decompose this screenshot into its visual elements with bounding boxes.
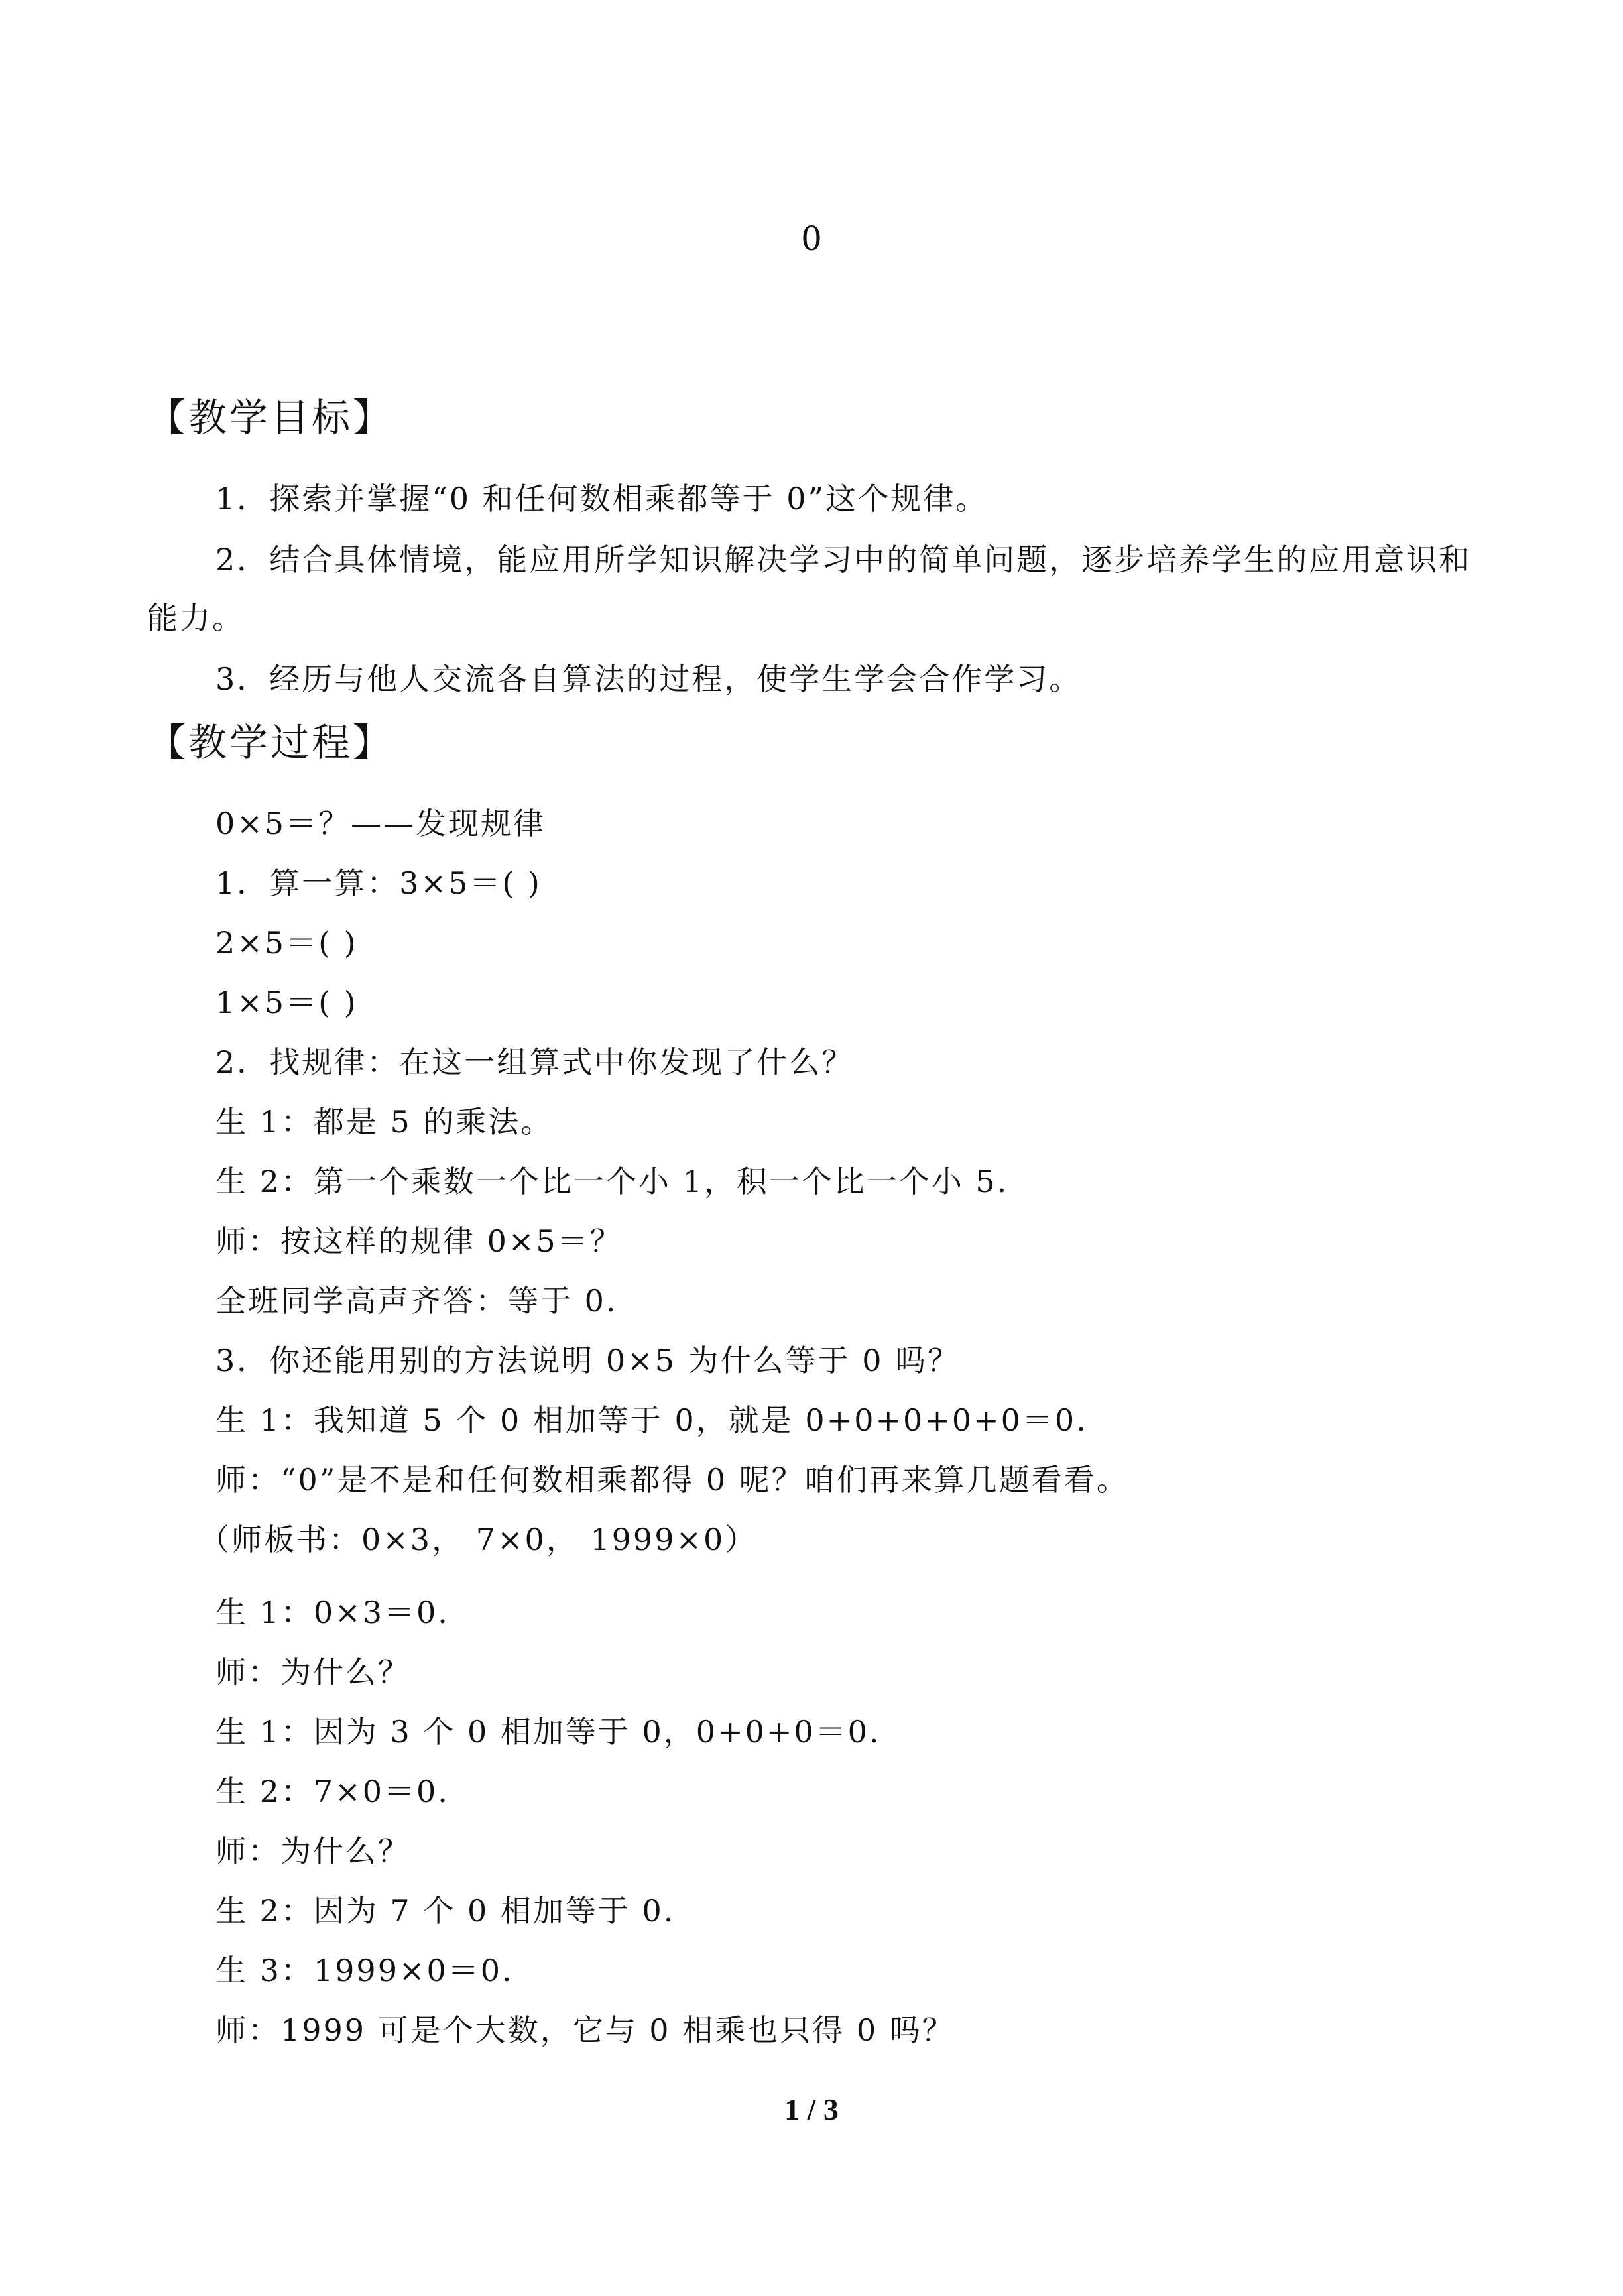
process-line: 1×5＝( ) [215,985,358,1020]
process-line: 2．找规律：在这一组算式中你发现了什么？ [215,1044,855,1080]
process-heading: 【教学过程】 [147,720,394,765]
process-line: 师：按这样的规律 0×5＝？ [215,1223,623,1259]
document-title: 0 [801,219,822,258]
objective-line: 能力。 [147,600,245,636]
page-indicator: 1 / 3 [784,2092,839,2126]
objective-line: 3．经历与他人交流各自算法的过程，使学生学会合作学习。 [215,661,1082,697]
process-line: 生 3：1999×0＝0. [215,1953,514,1988]
process-line: 师：为什么？ [215,1833,410,1869]
process-line: 3．你还能用别的方法说明 0×5 为什么等于 0 吗？ [215,1343,961,1378]
process-line: 生 1：0×3＝0. [215,1595,450,1630]
process-line: 师：“0”是不是和任何数相乘都得 0 呢？咱们再来算几题看看。 [215,1462,1129,1498]
process-line: 全班同学高声齐答：等于 0. [215,1283,618,1319]
process-line: 1．算一算：3×5＝( ) [215,865,542,901]
process-line: 生 2：7×0＝0. [215,1774,450,1809]
process-line: 生 1：都是 5 的乘法。 [215,1104,554,1140]
process-line: 师：为什么？ [215,1654,410,1690]
process-line: 0×5＝？——发现规律 [215,806,546,841]
process-line: 生 2：因为 7 个 0 相加等于 0. [215,1893,676,1929]
process-line: 生 1：因为 3 个 0 相加等于 0，0+0+0＝0. [215,1714,881,1750]
objective-line: 1．探索并掌握“0 和任何数相乘都等于 0”这个规律。 [215,481,989,516]
process-line: 师：1999 可是个大数，它与 0 相乘也只得 0 吗？ [215,2012,955,2048]
process-line: 生 1：我知道 5 个 0 相加等于 0，就是 0+0+0+0+0＝0. [215,1402,1088,1438]
objectives-heading: 【教学目标】 [147,395,394,440]
process-line: （师板书：0×3， 7×0， 1999×0） [199,1522,758,1557]
objective-line: 2．结合具体情境，能应用所学知识解决学习中的简单问题，逐步培养学生的应用意识和 [215,542,1472,577]
process-line: 2×5＝( ) [215,925,358,961]
process-line: 生 2：第一个乘数一个比一个小 1，积一个比一个小 5. [215,1164,1009,1199]
